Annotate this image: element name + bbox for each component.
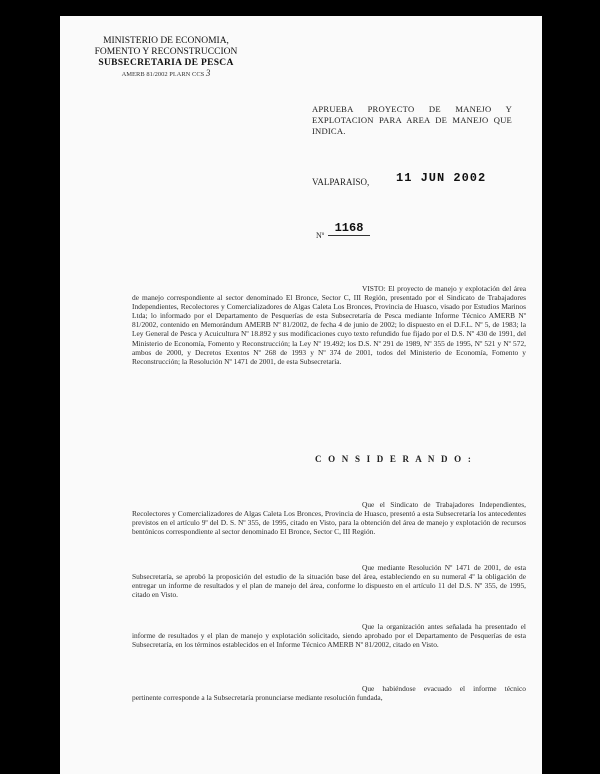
document-page <box>60 16 542 774</box>
considerando-4-lead: Que habiéndose evacuado el informe técnico <box>362 684 526 693</box>
resolution-subject: APRUEBA PROYECTO DE MANEJO Y EXPLOTACION PARA AREA DE MANEJO QUE INDICA. <box>312 104 512 136</box>
considerando-1-body: Independientes, Recolectores y Comercializadores de Algas Caleta Los Bronces, Provincia de Huasco, presentó a esta Subsecretaría los antecedentes previstos en el artículo 9º del D. S. Nº 355, de 1995, citado en Visto, para la obtención del área de manejo y explotación de recursos bentónicos correspondiente al sector denominado El Bronce, Sector C, III Región. <box>132 500 526 537</box>
ministry-line-1: MINISTERIO DE ECONOMIA, <box>103 36 229 46</box>
number-label: Nº <box>316 231 325 240</box>
considerando-2 <box>132 563 526 599</box>
ministry-line-2: FOMENTO Y RECONSTRUCCION <box>94 47 238 57</box>
ministry-header <box>86 36 246 79</box>
considerando-2-body: de esta Subsecretaría, se aprobó la proposición del estudio de la situación base del área, estableciendo en su numeral 4º la obligación de entregar un informe de resultados y el plan de manejo del área, conforme lo dispuesto en el artículo 11 del D.S. Nº 355, de 1995, citado en Visto. <box>132 563 526 600</box>
considerando-1 <box>132 500 526 536</box>
resolution-number: 1168 <box>328 221 370 236</box>
subsecretaria-line: SUBSECRETARIA DE PESCA <box>98 58 234 68</box>
considerando-3-lead: Que la organización antes señalada ha <box>362 622 482 631</box>
visto-paragraph <box>132 284 526 366</box>
considerando-heading: C O N S I D E R A N D O : <box>315 454 474 464</box>
considerando-3 <box>132 622 526 649</box>
visto-lead: VISTO: El proyecto de manejo y explotación <box>362 284 500 293</box>
considerando-2-lead: Que mediante Resolución Nº 1471 de 2001, <box>362 563 501 572</box>
place-label: VALPARAISO, <box>312 177 370 187</box>
handwritten-mark: 3 <box>205 68 211 78</box>
considerando-4-body: pertinente corresponde a la Subsecretaría pronunciarse mediante resolución fundada, <box>132 693 383 703</box>
reference-code: AMERB 81/2002 PI.ARN CCS 3 <box>121 68 211 78</box>
visto-body: del área de manejo correspondiente al sector denominado El Bronce, Sector C, III Región, presentado por el Sindicato de Trabajadores Independientes, Recolectores y Comercializadores de Algas Caleta Los Bronces, Provincia de Huasco, visado por Estudios Marinos Ltda; lo informado por el Departamento de Pesquerías de esta Subsecretaría de Pesca mediante Informe Técnico AMERB Nº 81/2002, contenido en Memorándum AMERB Nº 81/2002, de fecha 4 de junio de 2002; lo dispuesto en el D.F.L. Nº 5, de 1983; la Ley General de Pesca y Acuicultura Nº 18.892 y sus modificaciones cuyo texto refundido fue fijado por el D.S. Nº 430 de 1991, del Ministerio de Economía, Fomento y Reconstrucción; la Ley Nº 19.492; los D.S. Nº 291 de 1989, Nº 355 de 1995, Nº 521 y Nº 572, ambos de 2000, y Decretos Exentos Nº 268 de 1993 y Nº 374 de 2001, todos del Ministerio de Economía, Fomento y Reconstrucción; la Resolución Nº 1471 de 2001, de esta Subsecretaría. <box>132 284 527 366</box>
considerando-4 <box>132 684 526 702</box>
date-stamp: 11 JUN 2002 <box>396 171 487 185</box>
considerando-3-body: presentado el informe de resultados y el plan de manejo y explotación solicitado, siendo aprobado por el Departamento de Pesquerías de esta Subsecretaría, en los términos establecidos en el Informe Técnico AMERB Nº 81/2002, citado en Visto. <box>132 622 526 650</box>
considerando-1-lead: Que el Sindicato de Trabajadores <box>362 500 475 509</box>
